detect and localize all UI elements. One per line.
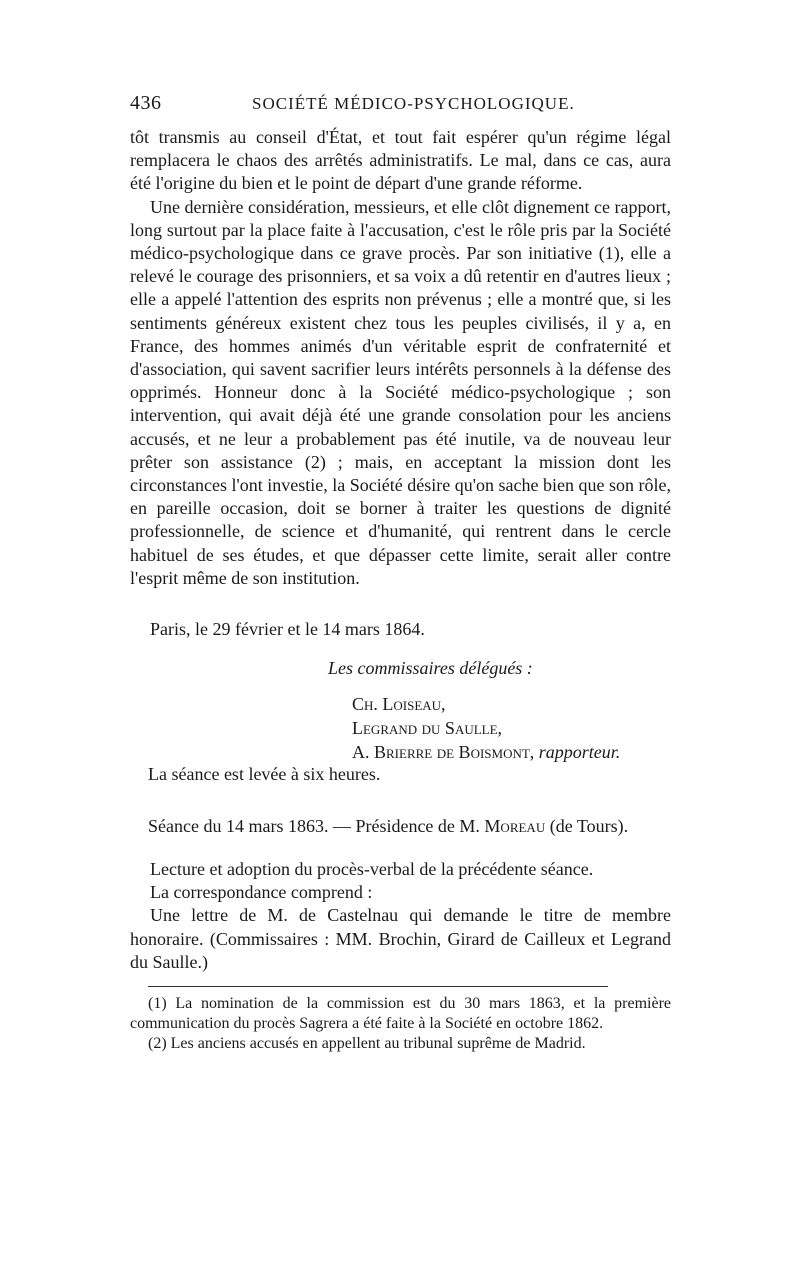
page-number: 436 [130,92,162,114]
signatory-loiseau: Ch. Loiseau, [352,694,446,714]
running-head [130,92,670,116]
signatory-brierre-de-boismont [352,742,620,763]
session-closed-line: La séance est levée à six heures. [148,764,381,784]
paragraph-final-consideration: Une dernière considération, messieurs, et elle clôt dignement ce rapport, long surtout par la place faite à l'accusation, c'est le rôle pris par la Société médico-psychologique dans ce grave procès. Par son initiative (1), elle a relevé le courage des prisonniers, et sa voix a dû retentir en d'autres lieux ; elle a appelé l'attention des esprits non prévenus ; elle a montré que, si les sentiments généreux existent chez tous les peuples civilisés, il y a, en France, des hommes animés d'un véritable esprit de confraternité et d'association, qui savent sacrifier leurs intérêts personnels à la défense des opprimés. Honneur donc à la Société médico-psychologique ; son intervention, qui avait déjà été une grande consolation pour les anciens accusés, et ne leur a probablement pas été inutile, va de nouveau leur prêter son assistance (2) ; mais, en acceptant la mission dont les circonstances l'ont investie, la Société désire qu'on sache bien que son rôle, en pareille occasion, doit se borner à traiter les questions de dignité professionnelle, de science et d'humanité, qui rentrent dans le cercle habituel de ses études, et que dépasser cette limite, serait aller contre l'esprit même de son institution. [130,196,671,588]
footnote-2: (2) Les anciens accusés en appellent au tribunal suprême de Madrid. [148,1035,586,1052]
session-minutes [130,858,671,974]
footnotes [130,994,671,1054]
paragraph-continued: tôt transmis au conseil d'État, et tout fait espérer qu'un régime légal remplacera le chaos des arrêtés administratifs. Le mal, dans ce cas, aura été l'origine du bien et le point de départ d'une grande réforme. [130,127,671,194]
running-title: SOCIÉTÉ MÉDICO-PSYCHOLOGIQUE. [252,94,575,113]
footnote-rule [148,986,608,987]
date-line: Paris, le 29 février et le 14 mars 1864. [150,619,425,639]
correspondence-letter: Une lettre de M. de Castelnau qui demande le titre de membre honoraire. (Commissaires : MM. Brochin, Girard de Cailleux et Legrand du Saulle.) [130,905,671,972]
signatories-label: Les commissaires délégués : [328,658,533,678]
footnote-1: (1) La nomination de la commission est du 30 mars 1863, et la première communication du procès Sagrera a été faite à la Société en octobre 1862. [130,995,671,1032]
signatory-role: rapporteur. [538,742,621,762]
report-conclusion [130,126,671,590]
session-president: Moreau [484,816,546,836]
signatory-legrand-du-saulle: Legrand du Saulle, [352,718,503,738]
signatory-name: A. Brierre de Boismont, [352,742,535,762]
session-heading [148,816,663,837]
session-heading-suffix: (de Tours). [549,816,629,836]
session-heading-prefix: Séance du 14 mars 1863. — Présidence de M. [148,816,480,836]
minutes-adoption: Lecture et adoption du procès-verbal de la précédente séance. [150,859,594,879]
correspondence-intro: La correspondance comprend : [150,882,373,903]
